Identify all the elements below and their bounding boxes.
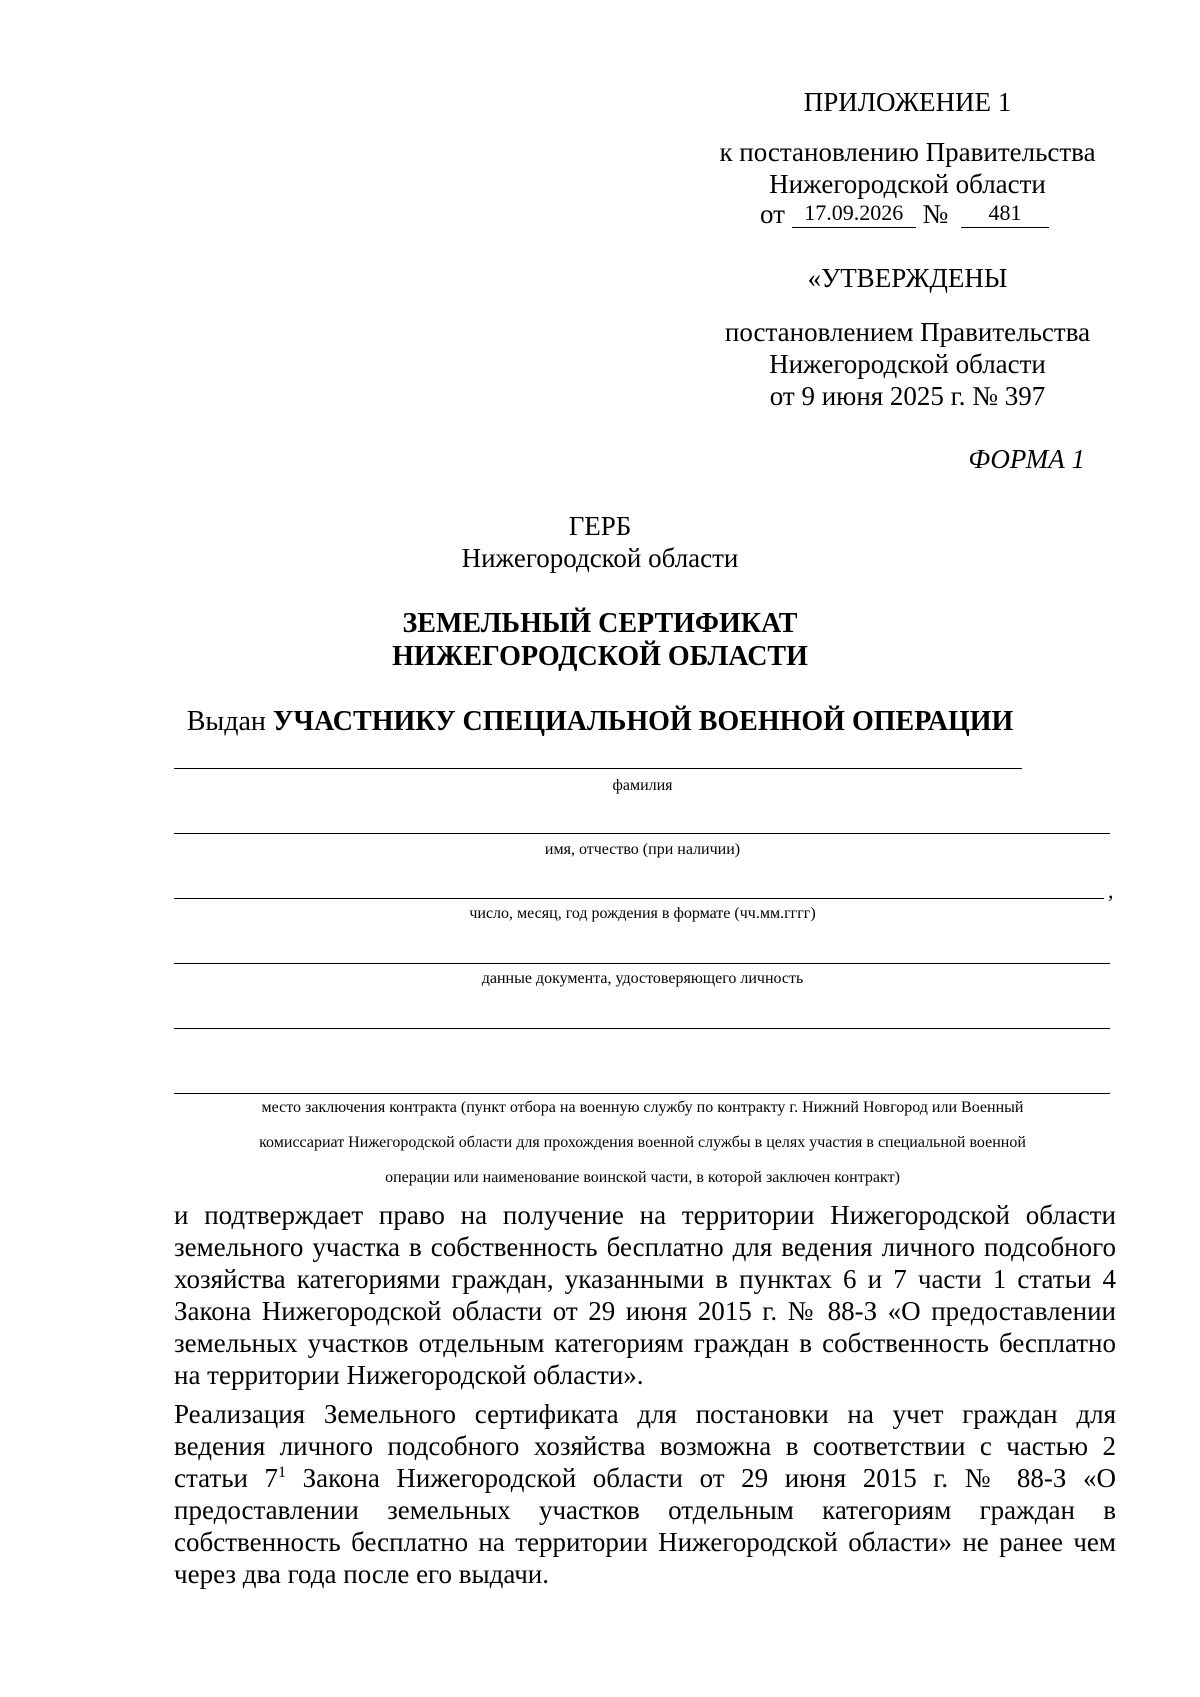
issued-recipient: УЧАСТНИКУ СПЕЦИАЛЬНОЙ ВОЕННОЙ ОПЕРАЦИИ: [272, 706, 1014, 737]
realization-text-end: Закона Нижегородской области от 29 июня 2015 г. № 88-З «О предоставлении земельных участков отдельным категориям граждан в собственность бесплатно на территории Нижегородской области» не ранее чем через два года после его выдачи.: [174, 1463, 1116, 1589]
approved-label: «УТВЕРЖДЕНЫ: [807, 263, 1008, 293]
to-decree-block: [700, 136, 1115, 200]
birthdate-caption: число, месяц, год рождения в формате (чч.мм.гггг): [469, 905, 816, 922]
contract-caption-line2: комиссариат Нижегородской области для прохождения военной службы в целях участия в специальной военной: [259, 1134, 1026, 1151]
contract-place-field-line-1[interactable]: [174, 1028, 1110, 1029]
coat-of-arms-line2: Нижегородской области: [461, 543, 739, 573]
id-document-field-line[interactable]: [174, 963, 1110, 964]
coat-of-arms-line1: ГЕРБ: [568, 511, 632, 541]
realization-text-start: Реализация Земельного сертификата для постановки на учет граждан для ведения личного подсобного хозяйства возможна в соответствии с частью 2 статьи 7: [174, 1399, 1116, 1493]
certificate-title-line1: ЗЕМЕЛЬНЫЙ СЕРТИФИКАТ: [402, 608, 798, 639]
issued-line: [0, 705, 1200, 738]
approved-by-block: [700, 316, 1115, 412]
contract-caption-line3: операции или наименование воинской части, в которой заключен контракт): [385, 1169, 900, 1186]
surname-field-line[interactable]: [174, 768, 1022, 769]
decree-number-value: 481: [961, 199, 1049, 228]
to-decree-line2: Нижегородской области: [769, 169, 1046, 199]
certificate-title: [0, 607, 1200, 673]
contract-caption-line1: место заключения контракта (пункт отбора на военную службу по контракту г. Нижний Новгород или Военный: [261, 1099, 1024, 1116]
birthdate-trailing-comma: ,: [1108, 878, 1114, 903]
decree-date-line: [760, 198, 1049, 230]
date-prefix: от: [760, 199, 785, 229]
coat-of-arms-block: [0, 510, 1200, 574]
article-superscript: 1: [278, 1464, 287, 1481]
to-decree-line1: к постановлению Правительства: [719, 137, 1096, 167]
issued-prefix: Выдан: [186, 706, 266, 737]
name-caption: имя, отчество (при наличии): [544, 841, 741, 858]
birthdate-field-line[interactable]: [174, 898, 1104, 899]
surname-caption: фамилия: [612, 777, 673, 794]
approved-by-line2: Нижегородской области: [769, 349, 1046, 379]
certificate-title-line2: НИЖЕГОРОДСКОЙ ОБЛАСТИ: [392, 641, 808, 672]
rights-paragraph: и подтверждает право на получение на территории Нижегородской области земельного участка в собственность бесплатно для ведения личного подсобного хозяйства категориями граждан, указанными в пунктах 6 и 7 части 1 статьи 4 Закона Нижегородской области от 29 июня 2015 г. № 88-З «О предоставлении земельных участков отдельным категориям граждан в собственность бесплатно на территории Нижегородской области».: [174, 1200, 1116, 1390]
id-document-caption: данные документа, удостоверяющего личность: [481, 970, 804, 987]
approved-by-line3: от 9 июня 2025 г. № 397: [769, 381, 1046, 411]
number-sign: №: [922, 199, 949, 229]
approved-by-line1: постановлением Правительства: [724, 317, 1091, 347]
decree-date-value: 17.09.2026: [792, 199, 916, 228]
appendix-label: ПРИЛОЖЕНИЕ 1: [803, 87, 1012, 117]
name-field-line[interactable]: [174, 833, 1110, 834]
realization-paragraph: [174, 1398, 1116, 1590]
contract-place-caption: [175, 1090, 1110, 1195]
form-label: ФОРМА 1: [968, 444, 1085, 474]
